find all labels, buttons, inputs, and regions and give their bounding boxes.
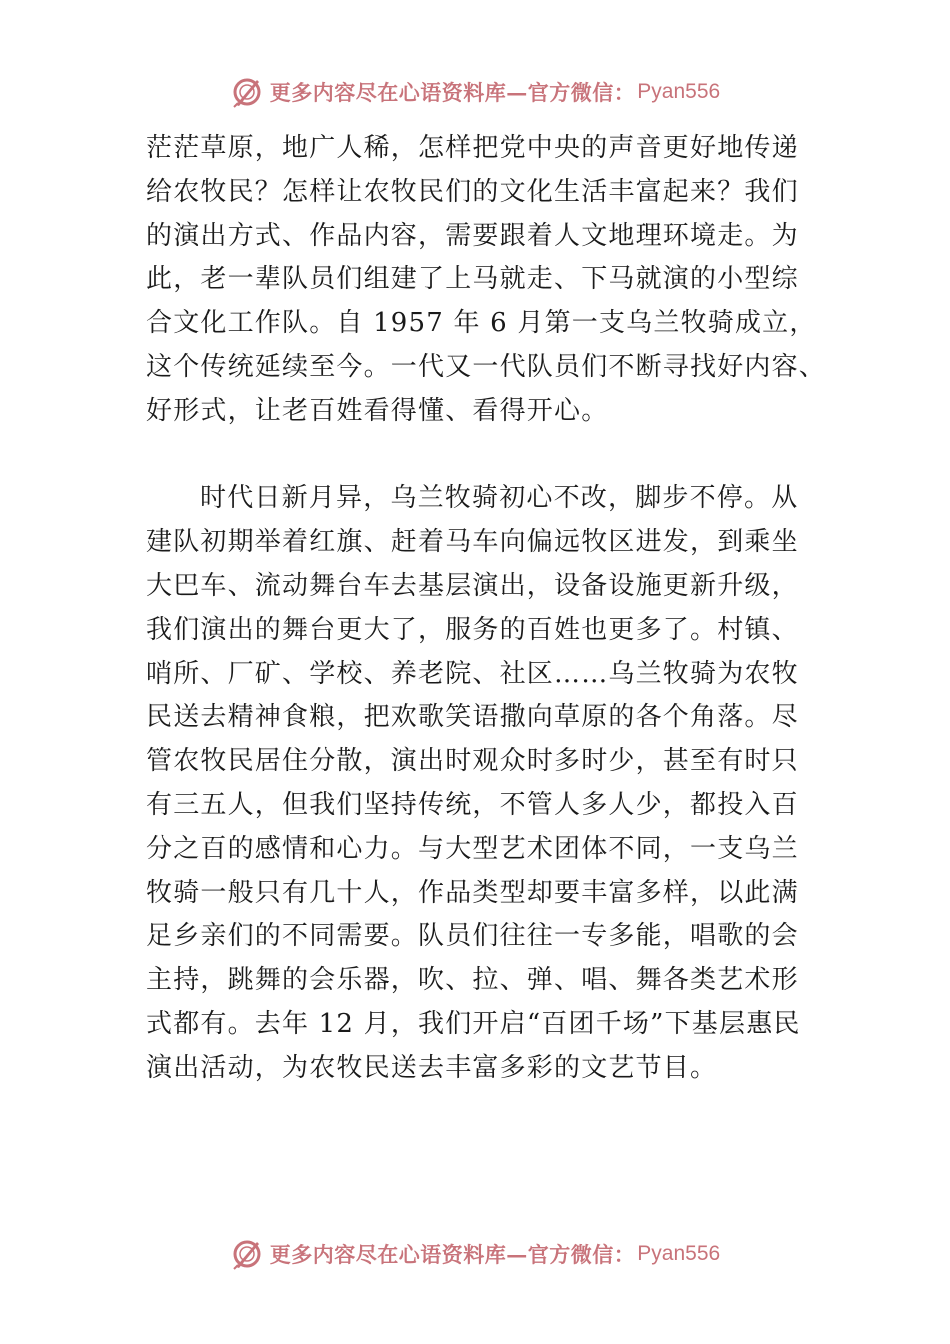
paragraph-spacer [146,434,810,478]
text-line: 式都有。去年 12 月，我们开启“百团千场”下基层惠民 [146,1008,801,1039]
text-line: 时代日新月异，乌兰牧骑初心不改，脚步不停。从 [200,483,799,514]
quill-seal-icon [230,75,264,109]
quill-seal-icon [230,1237,264,1271]
text-line: 建队初期举着红旗、赶着马车向偏远牧区进发，到乘坐 [146,527,799,558]
paragraph-2 [146,477,810,1090]
text-line: 好形式，让老百姓看得懂、看得开心。 [146,395,609,426]
text-line: 此，老一辈队员们组建了上马就走、下马就演的小型综 [146,264,799,295]
text-line: 合文化工作队。自 1957 年 6 月第一支乌兰牧骑成立， [146,308,817,339]
text-line: 哨所、厂矿、学校、养老院、社区……乌兰牧骑为农牧 [146,658,799,689]
header-wechat-id: Pyan556 [637,80,721,103]
text-line: 分之百的感情和心力。与大型艺术团体不同，一支乌兰 [146,833,799,864]
document-body [146,127,827,1091]
text-line: 演出活动，为农牧民送去丰富多彩的文艺节目。 [146,1052,718,1083]
footer-banner [0,1234,950,1274]
text-line: 的演出方式、作品内容，需要跟着人文地理环境走。为 [146,220,799,251]
footer-banner-text: 更多内容尽在心语资料库—官方微信： [269,1242,636,1267]
text-line: 这个传统延续至今。一代又一代队员们不断寻找好内容、 [146,351,827,382]
text-line: 有三五人，但我们坚持传统，不管人多人少，都投入百 [146,789,799,820]
text-line: 足乡亲们的不同需要。队员们往往一专多能，唱歌的会 [146,921,799,952]
text-line: 给农牧民？怎样让农牧民们的文化生活丰富起来？我们 [146,176,799,207]
paragraph-1 [146,127,827,434]
text-line: 民送去精神食粮，把欢歌笑语撒向草原的各个角落。尽 [146,702,799,733]
text-line: 管农牧民居住分散，演出时观众时多时少，甚至有时只 [146,746,799,777]
text-line: 茫茫草原，地广人稀，怎样把党中央的声音更好地传递 [146,133,799,163]
text-line: 主持，跳舞的会乐器，吹、拉、弹、唱、舞各类艺术形 [146,965,799,996]
text-line: 我们演出的舞台更大了，服务的百姓也更多了。村镇、 [146,614,799,645]
text-line: 大巴车、流动舞台车去基层演出，设备设施更新升级， [146,570,799,601]
footer-wechat-id: Pyan556 [637,1242,721,1265]
header-banner-text: 更多内容尽在心语资料库—官方微信： [269,80,636,105]
header-banner [0,72,950,112]
text-line: 牧骑一般只有几十人，作品类型却要丰富多样，以此满 [146,877,799,908]
